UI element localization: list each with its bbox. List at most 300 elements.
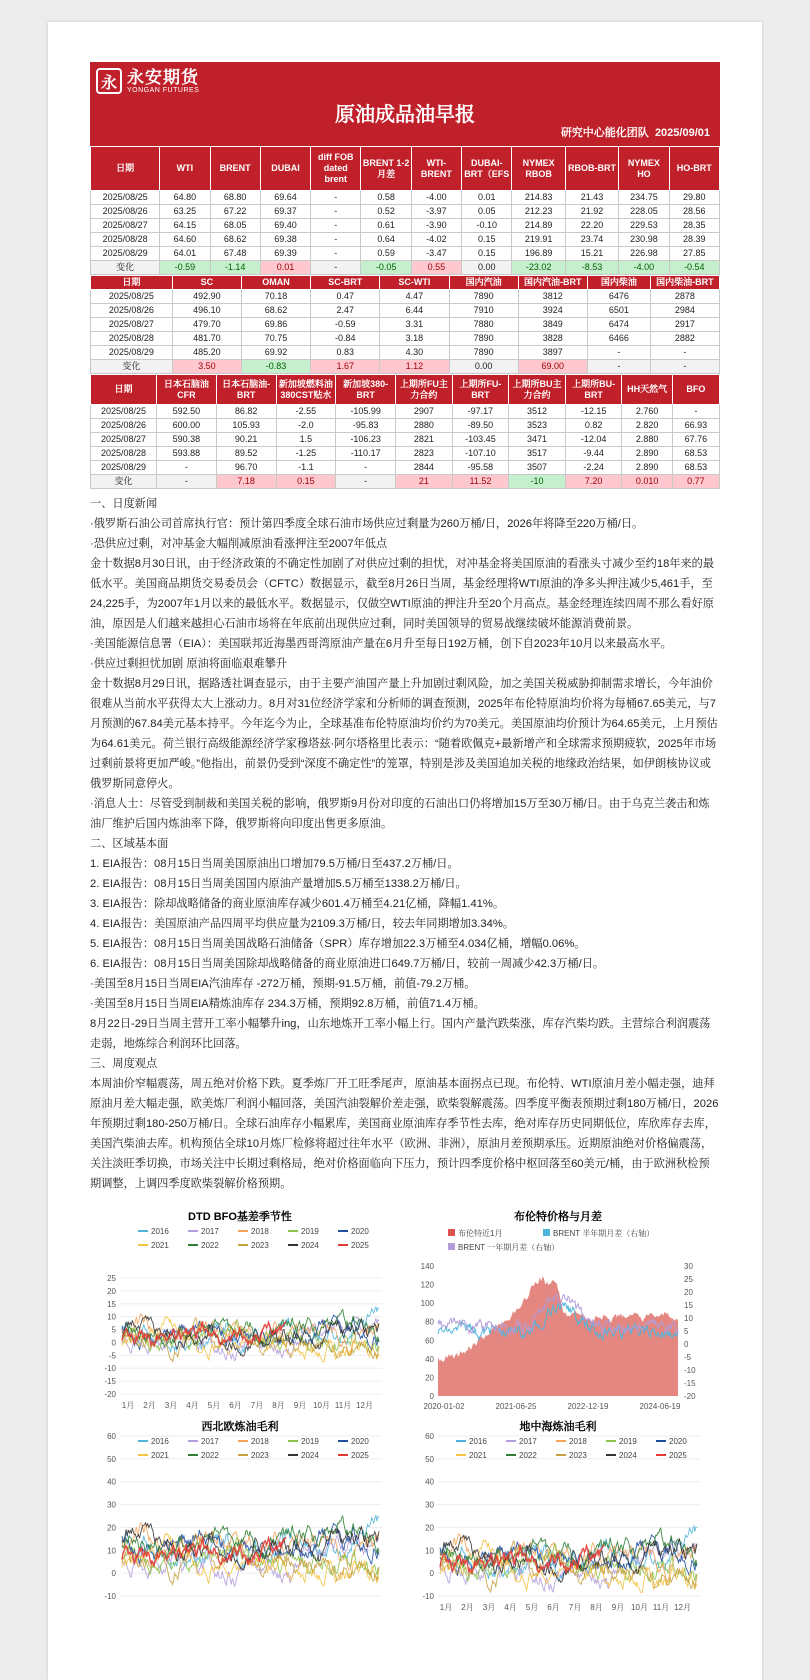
- change-cell: -: [650, 360, 719, 374]
- change-cell: 0.15: [276, 475, 336, 489]
- table-cell: -: [336, 461, 396, 475]
- legend-label: 2020: [351, 1227, 369, 1236]
- table-cell: -9.44: [565, 447, 622, 461]
- change-cell: -8.53: [565, 261, 618, 275]
- column-header: 国内汽油: [449, 276, 518, 290]
- column-header: DUBAI: [260, 147, 310, 191]
- table-cell: -95.83: [336, 419, 396, 433]
- legend-label: 布伦特近1月: [458, 1229, 503, 1238]
- company-logo: [96, 68, 199, 94]
- legend-label: 2017: [201, 1227, 219, 1236]
- news-paragraph: 3. EIA报告：除却战略储备的商业原油库存减少601.4万桶至4.21亿桶，降幅1.41%。: [90, 898, 505, 910]
- column-header: 日期: [91, 276, 173, 290]
- table-cell: 4.30: [380, 346, 449, 360]
- y-tick-label-right: -15: [684, 1379, 696, 1388]
- table-cell: 485.20: [172, 346, 241, 360]
- table-cell: 2880: [396, 419, 453, 433]
- x-tick-label: 3月: [482, 1603, 496, 1612]
- table-cell: 0.15: [462, 247, 512, 261]
- change-cell: 变化: [91, 261, 160, 275]
- report-date: 2025/09/01: [654, 127, 710, 139]
- legend-swatch: [448, 1229, 455, 1236]
- change-cell: -1.14: [210, 261, 260, 275]
- change-cell: 11.52: [452, 475, 509, 489]
- x-tick-label: 7月: [568, 1603, 582, 1612]
- y-tick-label-right: 10: [684, 1314, 693, 1323]
- table-cell: 70.18: [241, 290, 310, 304]
- legend-label: 2021: [469, 1451, 487, 1460]
- y-tick-label: 10: [107, 1546, 116, 1556]
- news-paragraph: 金十数据8月30日讯，由于经济政策的不确定性加剧了对供应过剩的担忧，对冲基金将美国原油的看涨头寸减少至约18年来的最低水平。美国商品期货交易委员会（CFTC）数据显示，截至8月26日当周，基金经理将WTI原油的净多头押注减少5,461手，至24,225手，为2007年1月以来的最低水平。数据显示，仅做空WTI原油的押注升至20个月高点。基金经理连续四周不那么看好原油，原因是人们越来越担心石油市场将在年底前出现供应过剩，同时美国领导的贸易战继续破坏能源消费前景。: [90, 558, 715, 630]
- news-section: [90, 494, 720, 1194]
- table-row: [91, 219, 720, 233]
- column-header: BRENT: [210, 147, 260, 191]
- y-tick-label: 60: [107, 1432, 116, 1441]
- table-cell: 3517: [509, 447, 566, 461]
- table-cell: 0.05: [462, 205, 512, 219]
- x-tick-label: 6月: [547, 1603, 560, 1612]
- legend-label: 2024: [301, 1241, 319, 1250]
- legend-label: 2023: [569, 1451, 587, 1460]
- table-row: [91, 332, 720, 346]
- legend-label: 2019: [301, 1437, 319, 1446]
- legend-label: 2016: [151, 1437, 169, 1446]
- table-cell: 64.80: [160, 191, 210, 205]
- table-cell: 29.80: [669, 191, 719, 205]
- news-paragraph: 一、日度新闻: [90, 498, 158, 510]
- table-cell: -: [311, 247, 361, 261]
- legend-label: 2025: [351, 1451, 369, 1460]
- x-tick-label: 11月: [334, 1401, 352, 1410]
- table-cell: 0.15: [462, 233, 512, 247]
- table-cell: 2.820: [622, 419, 672, 433]
- table-cell: 2878: [650, 290, 719, 304]
- table-cell: -3.90: [411, 219, 461, 233]
- legend-label: 2023: [251, 1241, 269, 1250]
- column-header: WTI: [160, 147, 210, 191]
- table-cell: 3924: [518, 304, 587, 318]
- table-cell: 67.48: [210, 247, 260, 261]
- change-cell: -: [336, 475, 396, 489]
- report-content: [90, 62, 720, 1626]
- table-cell: 7890: [449, 290, 518, 304]
- table-cell: -: [650, 346, 719, 360]
- legend-label: 2024: [301, 1451, 319, 1460]
- y-tick-label-left: 100: [420, 1299, 434, 1309]
- y-tick-label: 50: [425, 1454, 434, 1464]
- y-tick-label: 30: [425, 1500, 434, 1510]
- table-row: [91, 290, 720, 304]
- y-tick-label-left: 20: [425, 1373, 434, 1383]
- table-cell: -103.45: [452, 433, 509, 447]
- legend-label: 2021: [151, 1241, 169, 1250]
- table-cell: 64.15: [160, 219, 210, 233]
- chart-med-margin: [408, 1416, 708, 1616]
- table-cell: 2025/08/25: [91, 191, 160, 205]
- table-cell: 496.10: [172, 304, 241, 318]
- table-cell: 7910: [449, 304, 518, 318]
- change-cell: -: [311, 261, 361, 275]
- legend-label: 2019: [301, 1227, 319, 1236]
- table-cell: 6.44: [380, 304, 449, 318]
- column-header: 国内柴油-BRT: [650, 276, 719, 290]
- table-cell: 0.61: [361, 219, 411, 233]
- x-tick-label: 11月: [652, 1603, 670, 1612]
- table-cell: -12.04: [565, 433, 622, 447]
- table-cell: 2025/08/28: [91, 233, 160, 247]
- table-cell: 481.70: [172, 332, 241, 346]
- table-cell: 89.52: [216, 447, 276, 461]
- news-paragraph: 4. EIA报告：美国原油产品四周平均供应量为2109.3万桶/日，较去年同期增加3.34%。: [90, 918, 514, 930]
- table-cell: 0.01: [462, 191, 512, 205]
- x-tick-label: 8月: [590, 1603, 603, 1612]
- table-cell: 0.47: [311, 290, 380, 304]
- table-cell: 0.64: [361, 233, 411, 247]
- report-page: [48, 22, 762, 1680]
- table-cell: -97.17: [452, 405, 509, 419]
- legend-label: 2022: [201, 1241, 219, 1250]
- table-cell: -: [311, 191, 361, 205]
- news-paragraph: 8月22日-29日当周主营开工率小幅攀升ing，山东地炼开工率小幅上行。国内产量汽跌柴涨，库存汽柴均跌。主营综合利润震荡走弱，地炼综合利润环比回落。: [90, 1018, 711, 1050]
- x-tick-label: 1月: [439, 1603, 453, 1612]
- table-cell: 6476: [587, 290, 650, 304]
- legend-label: BRENT 半年期月差（右轴）: [553, 1229, 655, 1238]
- table-cell: 3849: [518, 318, 587, 332]
- y-tick-label: -10: [422, 1592, 434, 1601]
- chart-title: DTD BFO基差季节性: [188, 1211, 292, 1223]
- change-cell: -0.83: [241, 360, 310, 374]
- x-tick-label: 4月: [186, 1401, 199, 1410]
- legend-label: 2016: [151, 1227, 169, 1236]
- change-cell: -: [157, 475, 217, 489]
- table-cell: -12.15: [565, 405, 622, 419]
- table-cell: 63.25: [160, 205, 210, 219]
- table-cell: 69.92: [241, 346, 310, 360]
- change-cell: 0.00: [449, 360, 518, 374]
- column-header: DUBAI-BRT（EFS: [462, 147, 512, 191]
- news-paragraph: ·美国至8月15日当周EIA精炼油库存 234.3万桶，预期92.8万桶，前值71.4万桶。: [90, 998, 485, 1010]
- table-cell: 2.890: [622, 461, 672, 475]
- legend-label: 2023: [251, 1451, 269, 1460]
- y-tick-label: 20: [107, 1523, 116, 1533]
- column-header: 国内汽油-BRT: [518, 276, 587, 290]
- legend-label: 2018: [251, 1437, 269, 1446]
- team-name: 研究中心能化团队: [560, 127, 649, 139]
- table-cell: -3.47: [411, 247, 461, 261]
- table-cell: 2.880: [622, 433, 672, 447]
- table-cell: 15.21: [565, 247, 618, 261]
- table-cell: 229.53: [619, 219, 669, 233]
- logo-icon: 永: [96, 68, 122, 94]
- table-cell: 2025/08/29: [91, 461, 157, 475]
- column-header: 上期所BU主力合约: [509, 375, 566, 405]
- y-tick-label: 0: [429, 1569, 434, 1579]
- chart-title: 布伦特价格与月差: [514, 1211, 602, 1223]
- change-cell: -23.02: [512, 261, 565, 275]
- table-cell: 2025/08/25: [91, 405, 157, 419]
- crude-price-table: [90, 146, 720, 275]
- y-tick-label-right: -10: [684, 1366, 696, 1375]
- change-cell: -: [587, 360, 650, 374]
- news-paragraph: 6. EIA报告：08月15日当周美国除却战略储备的商业原油进口649.7万桶/日，较前一周减少42.3万桶/日。: [90, 958, 605, 970]
- column-header: 上期所FU-BRT: [452, 375, 509, 405]
- x-tick-label: 5月: [525, 1603, 539, 1612]
- x-tick-label: 2020-01-02: [423, 1402, 465, 1411]
- legend-label: 2025: [351, 1241, 369, 1250]
- news-paragraph: 二、区域基本面: [90, 838, 169, 850]
- table-cell: 2025/08/29: [91, 247, 160, 261]
- table-cell: 592.50: [157, 405, 217, 419]
- table-cell: 214.83: [512, 191, 565, 205]
- table-cell: 234.75: [619, 191, 669, 205]
- change-row: [91, 360, 720, 374]
- table-cell: 66.93: [672, 419, 719, 433]
- y-tick-label: -20: [104, 1390, 116, 1399]
- table-row: [91, 346, 720, 360]
- table-cell: 23.74: [565, 233, 618, 247]
- table-cell: 2025/08/27: [91, 318, 173, 332]
- table-cell: 96.70: [216, 461, 276, 475]
- column-header: SC: [172, 276, 241, 290]
- table-cell: 1.5: [276, 433, 336, 447]
- legend-label: 2021: [151, 1451, 169, 1460]
- column-header: RBOB-BRT: [565, 147, 618, 191]
- table-cell: -: [311, 205, 361, 219]
- x-tick-label: 5月: [207, 1401, 221, 1410]
- table-cell: 69.38: [260, 233, 310, 247]
- change-cell: 1.12: [380, 360, 449, 374]
- y-tick-label-left: 80: [425, 1317, 434, 1327]
- legend-label: 2017: [519, 1437, 537, 1446]
- change-cell: -0.05: [361, 261, 411, 275]
- table-cell: 68.62: [241, 304, 310, 318]
- y-tick-label: 50: [107, 1454, 116, 1464]
- column-header: HO-BRT: [669, 147, 719, 191]
- table-cell: -: [672, 405, 719, 419]
- table-cell: 69.64: [260, 191, 310, 205]
- table-cell: -: [311, 219, 361, 233]
- table-cell: 22.20: [565, 219, 618, 233]
- change-cell: 变化: [91, 360, 173, 374]
- change-cell: 0.00: [462, 261, 512, 275]
- column-header: 日本石脑油CFR: [157, 375, 217, 405]
- change-cell: 变化: [91, 475, 157, 489]
- table-cell: -105.99: [336, 405, 396, 419]
- table-cell: 590.38: [157, 433, 217, 447]
- table-cell: 479.70: [172, 318, 241, 332]
- table-cell: -1.1: [276, 461, 336, 475]
- x-tick-label: 6月: [229, 1401, 242, 1410]
- table-cell: 68.62: [210, 233, 260, 247]
- table-cell: 2821: [396, 433, 453, 447]
- column-header: OMAN: [241, 276, 310, 290]
- table-cell: 7880: [449, 318, 518, 332]
- legend-label: 2022: [519, 1451, 537, 1460]
- table-cell: 70.75: [241, 332, 310, 346]
- change-cell: 3.50: [172, 360, 241, 374]
- column-header: BFO: [672, 375, 719, 405]
- y-tick-label: -10: [104, 1364, 116, 1374]
- chart-title: 西北欧炼油毛利: [201, 1421, 279, 1433]
- x-tick-label: 12月: [674, 1603, 691, 1612]
- x-tick-label: 12月: [356, 1401, 373, 1410]
- news-paragraph: ·美国能源信息署（EIA）：美国联邦近海墨西哥湾原油产量在6月升至每日192万桶，创下自2023年10月以来最高水平。: [90, 638, 672, 650]
- table-cell: 2025/08/26: [91, 304, 173, 318]
- table-cell: 3897: [518, 346, 587, 360]
- news-paragraph: 本周油价窄幅震荡，周五绝对价格下跌。夏季炼厂开工旺季尾声，原油基本面拐点已现。布伦特、WTI原油月差小幅走强，迪拜原油月差大幅走强，欧美炼厂利润小幅回落，美国汽油裂解价差走强，欧柴裂解震荡。四季度平衡表预期过剩180万桶/日，2026年预期过剩180-250万桶/日。全球石油库存小幅累库，美国商业原油库存季节性去库，绝对库存历史同期低位，库欣库存去库，美国汽柴油去库。机构预估全球10月炼厂检修将超过往年水平（欧洲、非洲），原油月差预期承压。近期原油绝对价格偏震荡，关注淡旺季切换，市场关注中长期过剩格局，绝对价格面临向下压力，预计四季度价格中枢回落至60美元/桶，由于欧洲秋检预期调整，上调四季度欧柴裂解价格预期。: [90, 1078, 719, 1190]
- news-paragraph: ·俄罗斯石油公司首席执行官：预计第四季度全球石油市场供应过剩量为260万桶/日，2026年将降至220万桶/日。: [90, 518, 644, 530]
- table-cell: 86.82: [216, 405, 276, 419]
- x-tick-label: 1月: [121, 1401, 135, 1410]
- y-tick-label-left: 120: [420, 1280, 434, 1290]
- table-cell: 0.82: [565, 419, 622, 433]
- table-cell: -: [157, 461, 217, 475]
- x-tick-label: 2月: [461, 1603, 474, 1612]
- table-row: [91, 247, 720, 261]
- news-paragraph: ·美国至8月15日当周EIA汽油库存 -272万桶，预期-91.5万桶，前值-79.2万桶。: [90, 978, 476, 990]
- column-header: 新加坡燃料油380CST贴水: [276, 375, 336, 405]
- table-cell: 67.22: [210, 205, 260, 219]
- legend-label: 2025: [669, 1451, 687, 1460]
- table-cell: -0.10: [462, 219, 512, 233]
- table-cell: 64.60: [160, 233, 210, 247]
- y-tick-label-right: 15: [684, 1301, 693, 1310]
- y-tick-label: 0: [111, 1338, 116, 1348]
- table-row: [91, 191, 720, 205]
- news-paragraph: 1. EIA报告：08月15日当周美国原油出口增加79.5万桶/日至437.2万桶/日。: [90, 858, 459, 870]
- news-paragraph: ·消息人士：尽管受到制裁和美国关税的影响，俄罗斯9月份对印度的石油出口仍将增加15万至30万桶/日。由于乌克兰袭击和炼油厂维护后国内炼油率下降，俄罗斯将向印度出售更多原油。: [90, 798, 710, 830]
- y-tick-label: 60: [425, 1432, 434, 1441]
- table-cell: -: [587, 346, 650, 360]
- column-header: 新加坡380-BRT: [336, 375, 396, 405]
- y-tick-label-right: 25: [684, 1275, 693, 1284]
- y-tick-label: 10: [425, 1546, 434, 1556]
- table-cell: 600.00: [157, 419, 217, 433]
- table-cell: 3.18: [380, 332, 449, 346]
- y-tick-label: -5: [108, 1351, 116, 1361]
- legend-label: 2018: [569, 1437, 587, 1446]
- charts-grid: [90, 1206, 720, 1626]
- table-cell: 7890: [449, 332, 518, 346]
- chart-nwe-margin: [90, 1416, 390, 1616]
- table-row: [91, 447, 720, 461]
- table-cell: -0.59: [311, 318, 380, 332]
- table-cell: 2882: [650, 332, 719, 346]
- x-tick-label: 2022-12-19: [567, 1402, 609, 1411]
- table-row: [91, 205, 720, 219]
- table-cell: 3812: [518, 290, 587, 304]
- table-cell: 226.98: [619, 247, 669, 261]
- table-row: [91, 461, 720, 475]
- table-cell: -: [311, 233, 361, 247]
- table-cell: -107.10: [452, 447, 509, 461]
- table-cell: 214.89: [512, 219, 565, 233]
- change-cell: 0.010: [622, 475, 672, 489]
- table-cell: 21.92: [565, 205, 618, 219]
- table-cell: 2025/08/27: [91, 433, 157, 447]
- report-header: [90, 62, 720, 146]
- column-header: 上期所BU-BRT: [565, 375, 622, 405]
- table-cell: 0.58: [361, 191, 411, 205]
- y-tick-label: 25: [107, 1274, 116, 1283]
- change-cell: 21: [396, 475, 453, 489]
- y-tick-label: 30: [107, 1500, 116, 1510]
- table-cell: 593.88: [157, 447, 217, 461]
- table-cell: 3512: [509, 405, 566, 419]
- table-cell: 68.80: [210, 191, 260, 205]
- table-cell: 219.91: [512, 233, 565, 247]
- table-cell: 3471: [509, 433, 566, 447]
- naphtha-fuel-table: [90, 374, 720, 489]
- table-cell: 68.05: [210, 219, 260, 233]
- column-header: 日期: [91, 375, 157, 405]
- column-header: HH天然气: [622, 375, 672, 405]
- column-header: NYMEX HO: [619, 147, 669, 191]
- table-cell: 68.53: [672, 447, 719, 461]
- table-row: [91, 433, 720, 447]
- x-tick-label: 10月: [313, 1401, 330, 1410]
- y-tick-label-right: -20: [684, 1392, 696, 1401]
- company-name-en: YONGAN FUTURES: [127, 86, 200, 94]
- table-row: [91, 405, 720, 419]
- table-cell: 212.23: [512, 205, 565, 219]
- table-row: [91, 304, 720, 318]
- x-tick-label: 2月: [143, 1401, 156, 1410]
- table-cell: -4.02: [411, 233, 461, 247]
- table-cell: 7890: [449, 346, 518, 360]
- table-cell: 2823: [396, 447, 453, 461]
- column-header: 上期所FU主力合约: [396, 375, 453, 405]
- table-cell: 3.31: [380, 318, 449, 332]
- table-cell: 64.01: [160, 247, 210, 261]
- y-tick-label-right: 30: [684, 1262, 693, 1271]
- y-tick-label: 40: [107, 1477, 116, 1487]
- chart-brent-spread: [408, 1206, 708, 1416]
- table-cell: 28.39: [669, 233, 719, 247]
- y-tick-label-left: 140: [420, 1262, 434, 1271]
- chart-title: 地中海炼油毛利: [519, 1421, 597, 1433]
- change-cell: -10: [509, 475, 566, 489]
- y-tick-label: 15: [107, 1299, 116, 1309]
- y-tick-label-right: 5: [684, 1327, 689, 1336]
- change-cell: -4.00: [619, 261, 669, 275]
- legend-label: 2024: [619, 1451, 637, 1460]
- y-tick-label: -15: [104, 1377, 116, 1387]
- change-cell: 0.01: [260, 261, 310, 275]
- table-cell: 67.76: [672, 433, 719, 447]
- table-cell: 3828: [518, 332, 587, 346]
- news-paragraph: 2. EIA报告：08月15日当周美国国内原油产量增加5.5万桶至1338.2万桶/日。: [90, 878, 467, 890]
- table-cell: 6474: [587, 318, 650, 332]
- y-tick-label: 20: [107, 1286, 116, 1296]
- table-cell: 27.85: [669, 247, 719, 261]
- brent-price-area: [438, 1276, 678, 1396]
- report-subtitle: [561, 124, 710, 140]
- table-cell: 90.21: [216, 433, 276, 447]
- table-cell: -89.50: [452, 419, 509, 433]
- news-paragraph: ·恐供应过剩，对冲基金大幅削减原油看涨押注至2007年低点: [90, 538, 388, 550]
- table-cell: 3523: [509, 419, 566, 433]
- y-tick-label-left: 60: [425, 1336, 434, 1346]
- legend-label: 2022: [201, 1451, 219, 1460]
- column-header: WTI-BRENT: [411, 147, 461, 191]
- table-cell: -0.84: [311, 332, 380, 346]
- table-cell: 0.52: [361, 205, 411, 219]
- y-tick-label-left: 0: [429, 1392, 434, 1401]
- table-cell: -110.17: [336, 447, 396, 461]
- y-tick-label-right: 0: [684, 1340, 689, 1349]
- table-cell: 28.35: [669, 219, 719, 233]
